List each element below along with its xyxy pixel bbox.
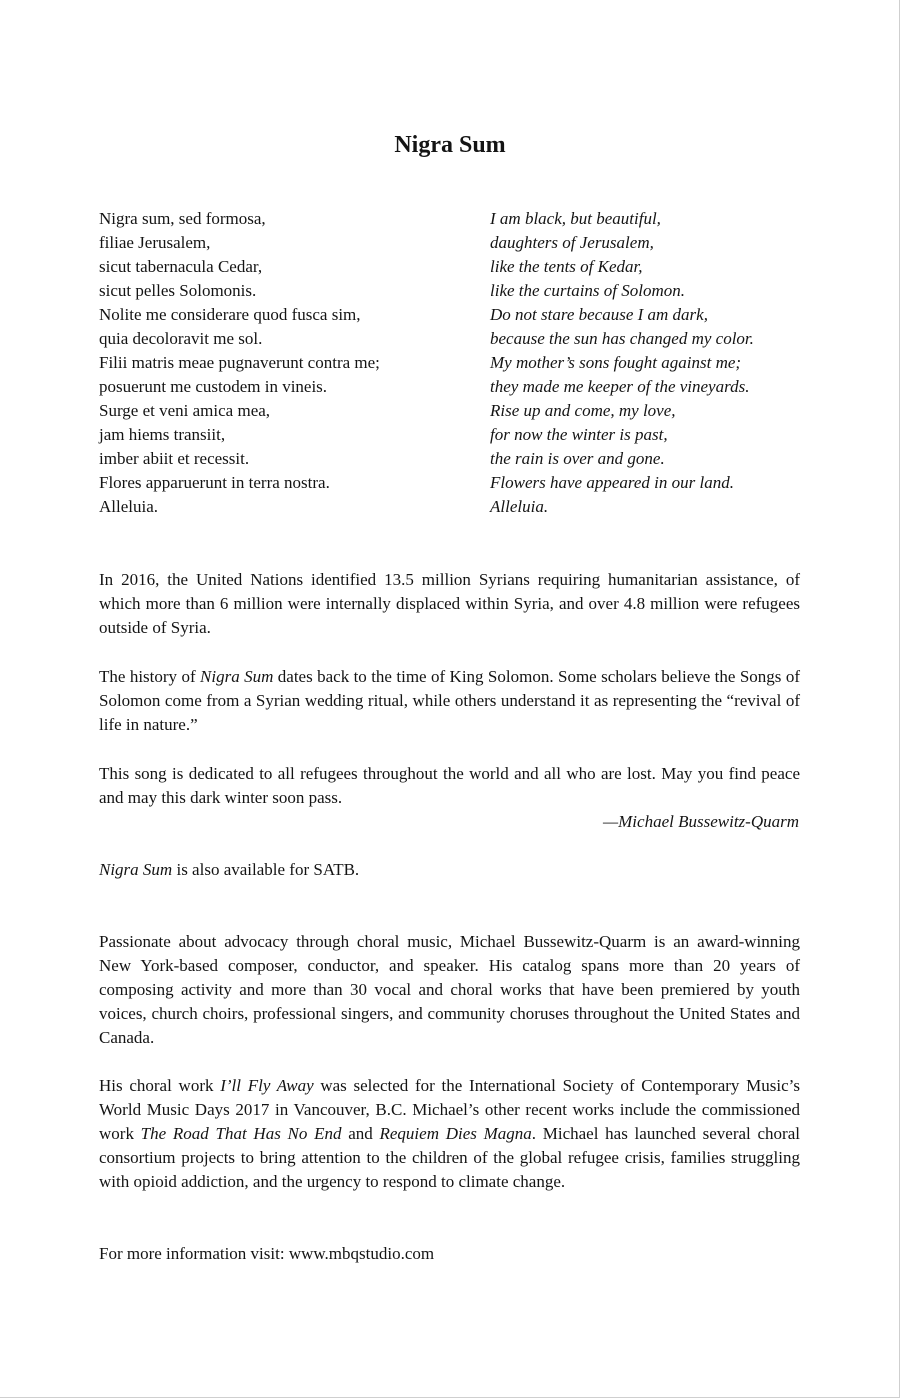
availability-text: is also available for SATB. bbox=[172, 860, 360, 879]
latin-line: posuerunt me custodem in vineis. bbox=[99, 377, 328, 396]
latin-line: imber abiit et recessit. bbox=[99, 449, 250, 468]
works-text: was selected for the International Society of Contemporary Music’s World Music Days 2017 in Vancouver, B.C. Michael’s other recent works include the commissioned work bbox=[99, 1076, 800, 1143]
refugee-statistics-paragraph: In 2016, the United Nations identified 13.5 million Syrians requiring humanitarian assistance, of which more than 6 million were internally displaced within Syria, and over 4.8 million were refugees outside of Syria. bbox=[99, 570, 800, 637]
latin-line: quia decoloravit me sol. bbox=[99, 329, 263, 348]
english-line: like the tents of Kedar, bbox=[490, 257, 643, 276]
latin-line: Alleluia. bbox=[99, 497, 159, 516]
english-line: for now the winter is past, bbox=[490, 425, 668, 444]
work-title: Requiem Dies Magna bbox=[379, 1124, 532, 1143]
latin-line: Surge et veni amica mea, bbox=[99, 401, 271, 420]
english-line: Do not stare because I am dark, bbox=[490, 305, 708, 324]
dedication-paragraph: This song is dedicated to all refugees throughout the world and all who are lost. May you find peace and may this dark winter soon pass. bbox=[99, 764, 800, 807]
latin-line: Filii matris meae pugnaverunt contra me; bbox=[99, 353, 380, 372]
bio-paragraph: Passionate about advocacy through choral music, Michael Bussewitz-Quarm is an award-winning New York-based composer, conductor, and speaker. His catalog spans more than 20 years of composing activity and more than 30 vocal and choral works that have been premiered by youth voices, church choirs, professional singers, and community choruses throughout the United States and Canada. bbox=[99, 932, 800, 1047]
latin-line: filiae Jerusalem, bbox=[99, 233, 211, 252]
english-line: Flowers have appeared in our land. bbox=[490, 473, 734, 492]
works-text: His choral work bbox=[99, 1076, 221, 1095]
english-line: they made me keeper of the vineyards. bbox=[490, 377, 750, 396]
english-line: like the curtains of Solomon. bbox=[490, 281, 686, 300]
english-line: My mother’s sons fought against me; bbox=[490, 353, 742, 372]
english-line: the rain is over and gone. bbox=[490, 449, 665, 468]
work-title: I’ll Fly Away bbox=[220, 1076, 314, 1095]
history-paragraph bbox=[99, 665, 800, 737]
history-text: The history of bbox=[99, 667, 201, 686]
work-title: Nigra Sum bbox=[99, 860, 173, 879]
page-title: Nigra Sum bbox=[394, 132, 506, 158]
english-line: Alleluia. bbox=[490, 497, 549, 516]
more-info-line: For more information visit: www.mbqstudio.com bbox=[99, 1244, 435, 1263]
latin-line: Nolite me considerare quod fusca sim, bbox=[99, 305, 361, 324]
english-translation bbox=[490, 207, 820, 519]
works-text: . Michael has launched several choral consortium projects to bring attention to the children of the global refugee crisis, families struggling with opioid addiction, and the urgency to respond to climate change. bbox=[99, 1124, 800, 1191]
work-title: Nigra Sum bbox=[200, 667, 274, 686]
work-title: The Road That Has No End bbox=[140, 1124, 342, 1143]
works-paragraph bbox=[99, 1074, 800, 1194]
latin-line: sicut tabernacula Cedar, bbox=[99, 257, 263, 276]
english-line: daughters of Jerusalem, bbox=[490, 233, 654, 252]
latin-line: sicut pelles Solomonis. bbox=[99, 281, 257, 300]
latin-line: Flores apparuerunt in terra nostra. bbox=[99, 473, 330, 492]
availability-note bbox=[99, 858, 800, 882]
works-text: and bbox=[341, 1124, 380, 1143]
english-line: I am black, but beautiful, bbox=[490, 209, 661, 228]
latin-line: jam hiems transiit, bbox=[99, 425, 226, 444]
english-line: because the sun has changed my color. bbox=[490, 329, 754, 348]
latin-text bbox=[99, 207, 459, 519]
signature: —Michael Bussewitz-Quarm bbox=[603, 812, 799, 831]
latin-line: Nigra sum, sed formosa, bbox=[99, 209, 266, 228]
english-line: Rise up and come, my love, bbox=[490, 401, 676, 420]
history-text: dates back to the time of King Solomon. Some scholars believe the Songs of Solomon come from a Syrian wedding ritual, while others understand it as representing the “revival of life in nature.” bbox=[99, 667, 800, 734]
